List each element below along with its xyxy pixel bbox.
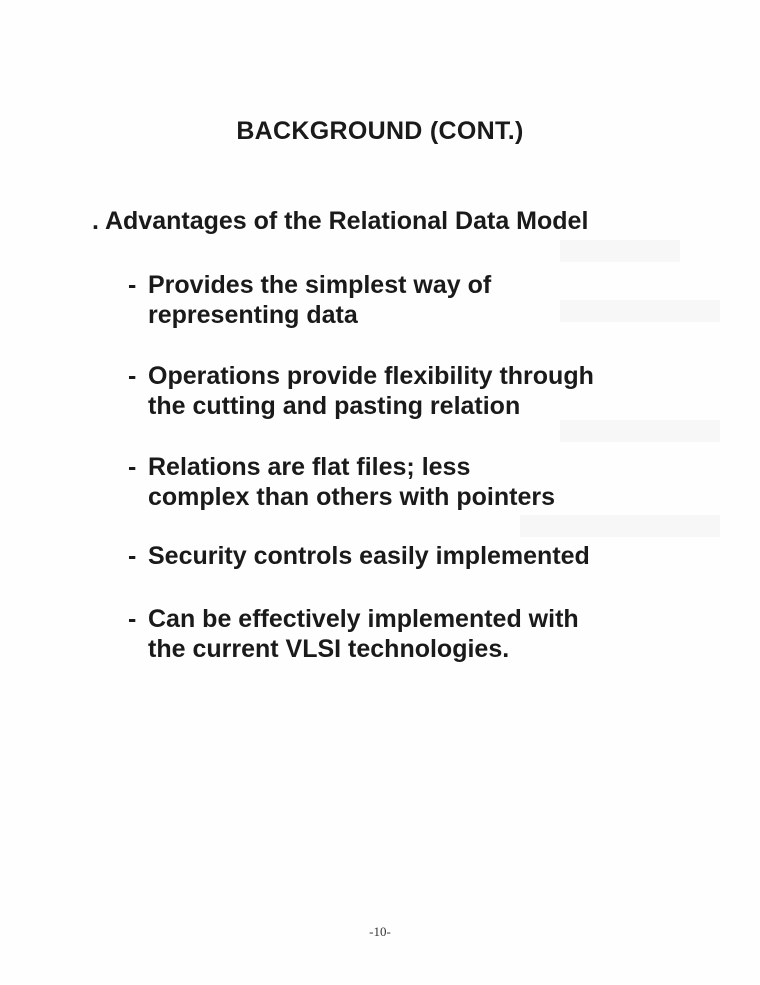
show-through-shadow <box>520 515 720 537</box>
list-item <box>128 270 491 330</box>
list-item <box>128 604 579 664</box>
list-item-dash: - <box>128 605 137 633</box>
show-through-shadow <box>560 300 720 322</box>
page-title: BACKGROUND (CONT.) <box>236 117 524 145</box>
list-item-line: the current VLSI technologies. <box>148 635 510 663</box>
list-item-line: Relations are flat files; less <box>148 453 471 481</box>
list-item-line: Operations provide flexibility through <box>148 362 594 390</box>
page-number: -10- <box>369 924 391 939</box>
list-item-line: Provides the simplest way of <box>148 271 492 299</box>
section-heading-text: Advantages of the Relational Data Model <box>104 207 589 235</box>
list-item <box>128 452 555 512</box>
list-item-dash: - <box>128 271 137 299</box>
list-item-line: Can be effectively implemented with <box>148 605 579 633</box>
list-item-dash: - <box>128 362 137 390</box>
section-heading <box>92 207 588 236</box>
list-item-line: representing data <box>148 301 358 329</box>
list-item-dash: - <box>128 542 137 570</box>
list-item-line: Security controls easily implemented <box>148 542 590 570</box>
list-item-dash: - <box>128 453 137 481</box>
section-bullet: . <box>92 207 99 235</box>
list-item-line: complex than others with pointers <box>148 483 555 511</box>
list-item <box>128 541 590 571</box>
list-item-line: the cutting and pasting relation <box>148 392 521 420</box>
show-through-shadow <box>560 420 720 442</box>
show-through-shadow <box>560 240 680 262</box>
list-item <box>128 361 594 421</box>
